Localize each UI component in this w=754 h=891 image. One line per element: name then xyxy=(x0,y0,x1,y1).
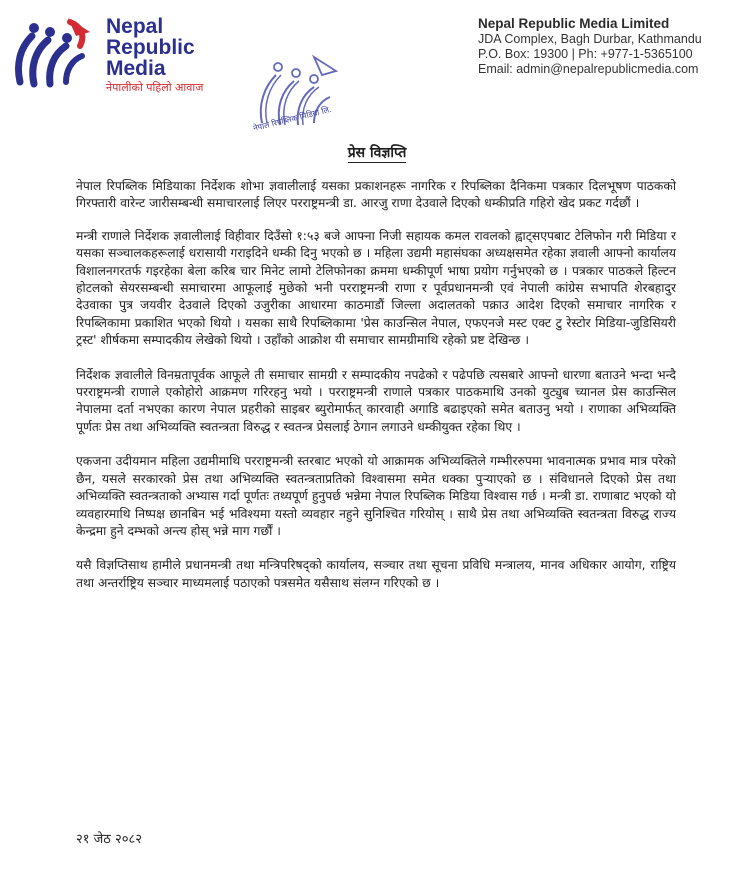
document-title xyxy=(0,143,754,162)
paragraph-5: यसै विज्ञप्तिसाथ हामीले प्रधानमन्त्री तथा मन्त्रिपरिषद्को कार्यालय, सञ्चार तथा सूचना प्रविधि मन्त्रालय, मानव अधिकार आयोग, राष्ट्रिय तथा अन्तर्राष्ट्रिय सञ्चार माध्यमलाई पठाएको पत्रसमेत यसैसाथ संलग्न गरिएको छ । xyxy=(76,558,676,590)
company-email: Email: admin@nepalrepublicmedia.com xyxy=(478,62,699,76)
paragraph-4: एकजना उदीयमान महिला उद्यमीमाथि परराष्ट्रमन्त्री स्तरबाट भएको यो आक्रामक अभिव्यक्तिले गम्भीररुपमा भावनात्मक प्रभाव मात्र परेको छैन, यसले सरकारको प्रेस तथा अभिव्यक्ति स्वतन्त्रताप्रतिको विश्वासमा समेत धक्का पुऱ्याएको छ । संविधानले दिएको प्रेस तथा अभिव्यक्ति स्वतन्त्रताको अभ्यास गर्दा पूर्णतः तथ्यपूर्ण हुनुपर्छ भन्नेमा नेपाल रिपब्लिक मिडिया विश्वास गर्छ । मन्त्री डा. राणाबाट भएको यो व्यवहारमाथि निष्पक्ष छानबिन भई भविश्यमा यस्तो व्यवहार नहुने सुनिश्चित गरियोस् । साथै प्रेस तथा अभिव्यक्ति स्वतन्त्रता विरुद्ध राज्य केन्द्रमा हुने दम्भको अन्त्य होस् भन्ने माग गर्छौं । xyxy=(76,454,676,538)
document-title-text: प्रेस विज्ञप्ति xyxy=(347,145,407,161)
company-contact-block xyxy=(478,15,748,77)
brand-mark-icon xyxy=(10,12,94,94)
brand-line-3: Media xyxy=(106,57,166,80)
paragraph-2: मन्त्री राणाले निर्देशक ज्ञवालीलाई विहीवार दिउँसो १:५३ बजे आफ्ना निजी सहायक कमल रावलको ह्वाट्सएपबाट टेलिफोन गरी मिडिया र यसका सञ्चालकहरूलाई धरासायी गराइदिने धम्की दिनु भएको छ । महिला उद्यमी महासंघका अध्यक्षसमेत रहेका ज्ञवाली आफ्नो कार्यालय विशालनगरतर्फ गइरहेका बेला करिब चार मिनेट लामो टेलिफोनका क्रममा धम्कीपूर्ण भाषा प्रयोग गर्नुभएको छ । पत्रकार पाठकले हिल्टन होटलको सेयरसम्बन्धी समाचारमा आफूलाई मुछेको भनी परराष्ट्रमन्त्री राणा र पूर्वप्रधानमन्त्री एवं नेपाली कांग्रेस सभापति शेरबहादुर देउवाका पुत्र जयवीर देउवाले दिएको उजुरीका आधारमा काठमाडौं जिल्ला अदालतको पक्राउ आदेश दिएको समाचार नागरिक र रिपब्लिकामा प्रकाशित भएको थियो । यसका साथै रिपब्लिकामा 'प्रेस काउन्सिल नेपाल, एफएनजे मस्ट एक्ट टु रेस्टोर मिडिया-जुडिसियरी ट्रस्ट' शीर्षकमा सम्पादकीय लेखेको थियो । उहाँको आक्रोश यी समाचार सामग्रीमाथि रहेको प्रष्ट देखिन्छ । xyxy=(76,228,676,348)
brand-line-1: Nepal xyxy=(106,15,164,38)
seal-caption: नेपाल रिपब्लिक मिडिया लि. xyxy=(252,104,333,133)
brand-line-2: Republic xyxy=(106,36,195,59)
brand-tagline: नेपालीको पहिलो आवाज xyxy=(106,81,204,94)
document-date: २१ जेठ २०८२ xyxy=(76,832,143,847)
company-po-phone: P.O. Box: 19300 | Ph: +977-1-5365100 xyxy=(478,47,693,61)
paragraph-3: निर्देशक ज्ञवालीले विनम्रतापूर्वक आफूले ती समाचार सामग्री र सम्पादकीय नपढेको र पढेपछि त्यसबारे आफ्नो धारणा बताउने भन्दा भन्दै परराष्ट्रमन्त्री राणाले एकोहोरो आक्रमण गरिरहनु भयो । परराष्ट्रमन्त्री राणाले पत्रकार पाठकमाथि उनको युट्युब च्यानल प्रेस काउन्सिल नेपालमा दर्ता नभएका कारण नेपाल प्रहरीको साइबर ब्युरोमार्फत् कारवाही अगाडि बढाइएको समेत बताउनु भयो । राणाका अभिव्यक्ति पूर्णतः प्रेस तथा अभिव्यक्ति स्वतन्त्रता विरुद्ध र स्वतन्त्र प्रेसलाई ठेगान लगाउने धम्कीयुक्त रहेका थिए । xyxy=(76,367,676,434)
company-address: JDA Complex, Bagh Durbar, Kathmandu xyxy=(478,32,702,46)
nepal-republic-media-logo xyxy=(10,10,220,95)
document-body xyxy=(76,178,676,609)
paragraph-1: नेपाल रिपब्लिक मिडियाका निर्देशक शोभा ज्ञवालीलाई यसका प्रकाशनहरू नागरिक र रिपब्लिका दैनिकमा पत्रकार दिलभूषण पाठकको गिरफ्तारी वारेन्ट जारीसम्बन्धी समाचारलाई लिएर परराष्ट्रमन्त्री डा. आरजु राणा देउवाले दिएको धम्कीप्रति गहिरो खेद प्रकट गर्दछौं । xyxy=(76,179,676,211)
brand-name xyxy=(106,16,203,95)
company-name: Nepal Republic Media Limited xyxy=(478,16,670,31)
